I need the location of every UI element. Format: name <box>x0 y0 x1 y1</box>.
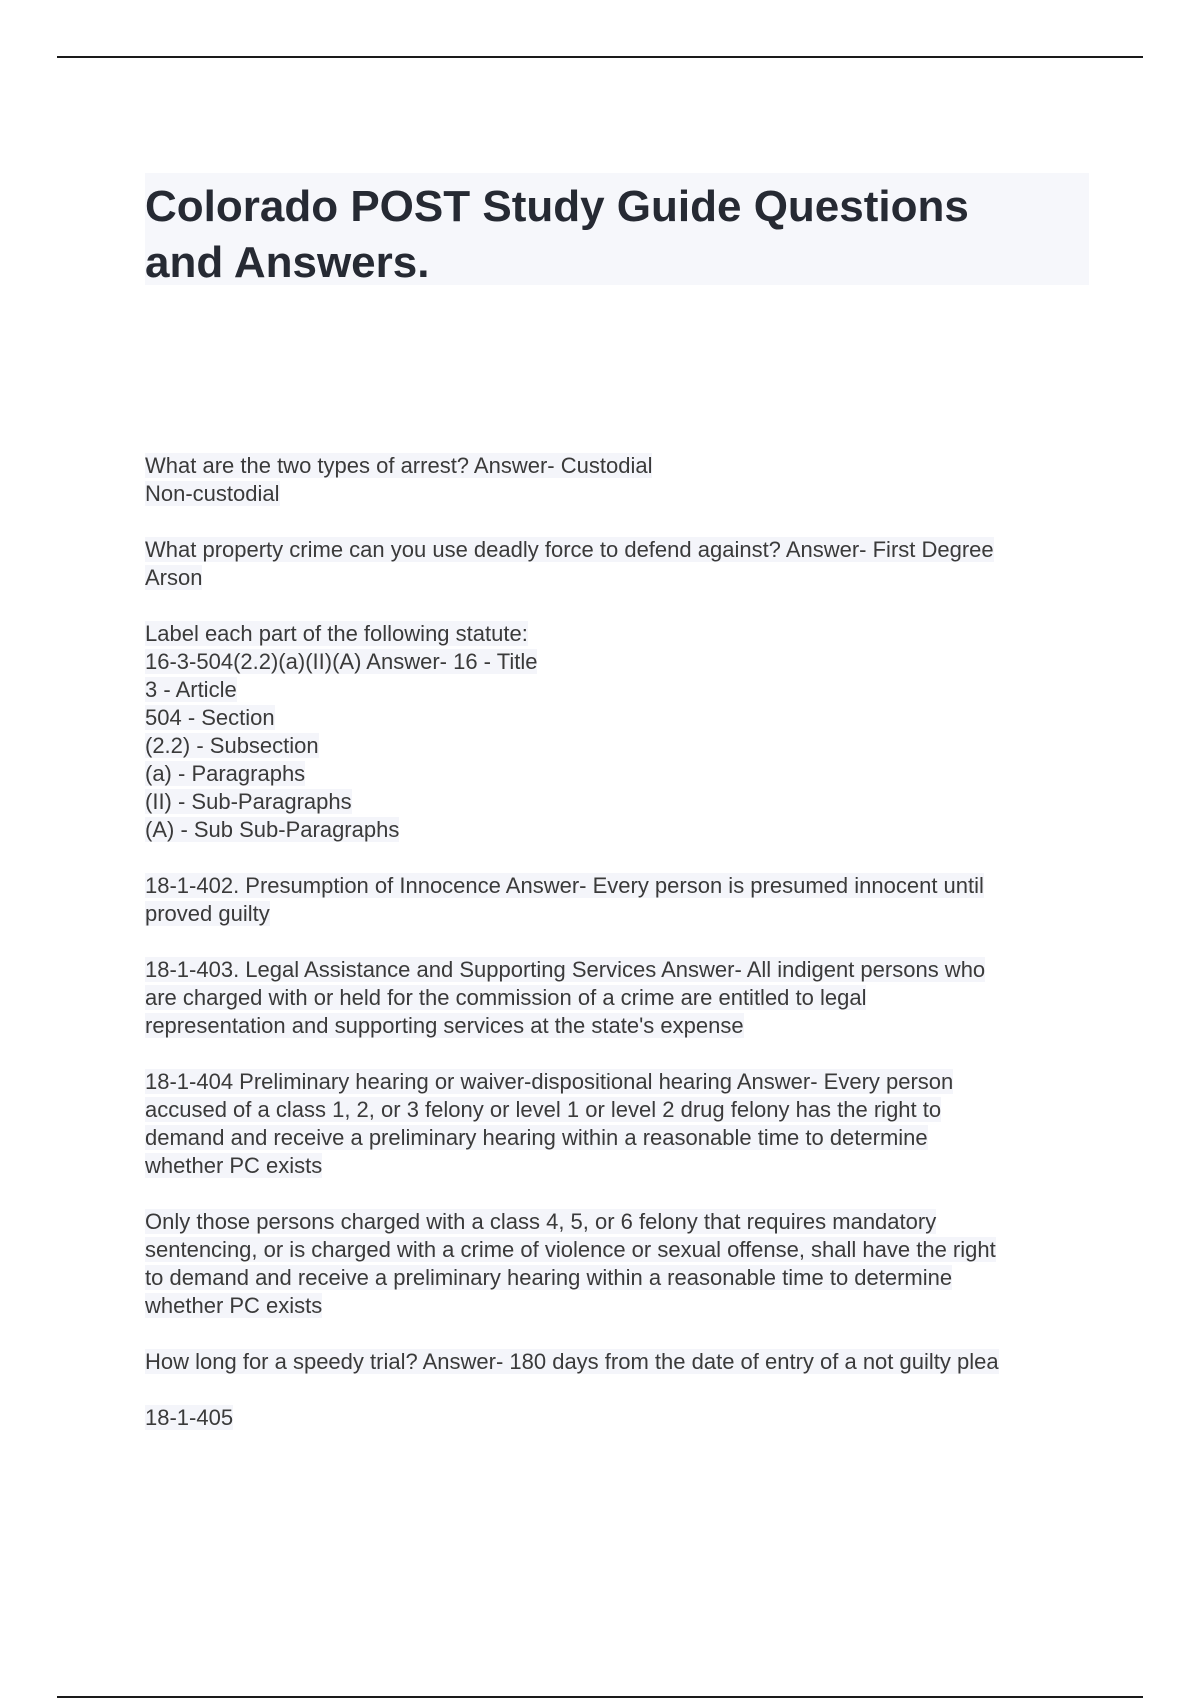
top-rule <box>57 56 1143 58</box>
qa-entry-arrest-types <box>145 452 1089 508</box>
qa-entry-presumption-of-innocence <box>145 872 1089 928</box>
qa-line: Non-custodial <box>145 481 280 506</box>
title-block <box>145 173 1089 285</box>
qa-line: whether PC exists <box>145 1293 323 1318</box>
qa-entry-preliminary-hearing-limits <box>145 1208 1089 1320</box>
qa-line: whether PC exists <box>145 1153 323 1178</box>
qa-line: (2.2) - Subsection <box>145 733 319 758</box>
qa-line: How long for a speedy trial? Answer- 180 days from the date of entry of a not guilty plea <box>145 1349 999 1374</box>
qa-entry-preliminary-hearing <box>145 1068 1089 1180</box>
title-line: and Answers. <box>145 238 430 287</box>
qa-line: (II) - Sub-Paragraphs <box>145 789 352 814</box>
qa-entry-statute-parts <box>145 620 1089 844</box>
qa-line: What property crime can you use deadly force to defend against? Answer- First Degree <box>145 537 994 562</box>
qa-line: 16-3-504(2.2)(a)(II)(A) Answer- 16 - Title <box>145 649 538 674</box>
qa-line: (a) - Paragraphs <box>145 761 306 786</box>
qa-entry-speedy-trial <box>145 1348 1089 1376</box>
qa-line: 18-1-403. Legal Assistance and Supporting Services Answer- All indigent persons who <box>145 957 986 982</box>
qa-entry-deadly-force <box>145 536 1089 592</box>
page-title <box>145 173 1089 291</box>
qa-line: are charged with or held for the commission of a crime are entitled to legal <box>145 985 867 1010</box>
qa-line: (A) - Sub Sub-Paragraphs <box>145 817 400 842</box>
qa-line: 3 - Article <box>145 677 237 702</box>
qa-line: representation and supporting services at the state's expense <box>145 1013 744 1038</box>
qa-line: demand and receive a preliminary hearing within a reasonable time to determine <box>145 1125 928 1150</box>
qa-list <box>145 452 1089 1460</box>
qa-line: sentencing, or is charged with a crime of violence or sexual offense, shall have the right <box>145 1237 996 1262</box>
qa-line: Only those persons charged with a class 4, 5, or 6 felony that requires mandatory <box>145 1209 937 1234</box>
qa-line: 18-1-402. Presumption of Innocence Answer- Every person is presumed innocent until <box>145 873 984 898</box>
bottom-rule <box>57 1696 1143 1698</box>
qa-line: to demand and receive a preliminary hearing within a reasonable time to determine <box>145 1265 953 1290</box>
qa-line: 18-1-405 <box>145 1405 234 1430</box>
qa-line: accused of a class 1, 2, or 3 felony or level 1 or level 2 drug felony has the right to <box>145 1097 942 1122</box>
qa-line: 504 - Section <box>145 705 275 730</box>
qa-line: Arson <box>145 565 203 590</box>
qa-entry-legal-assistance <box>145 956 1089 1040</box>
qa-entry-statute-number <box>145 1404 1089 1432</box>
title-line: Colorado POST Study Guide Questions <box>145 182 969 231</box>
qa-line: Label each part of the following statute: <box>145 621 528 646</box>
qa-line: 18-1-404 Preliminary hearing or waiver-dispositional hearing Answer- Every person <box>145 1069 954 1094</box>
qa-line: proved guilty <box>145 901 270 926</box>
qa-line: What are the two types of arrest? Answer- Custodial <box>145 453 653 478</box>
